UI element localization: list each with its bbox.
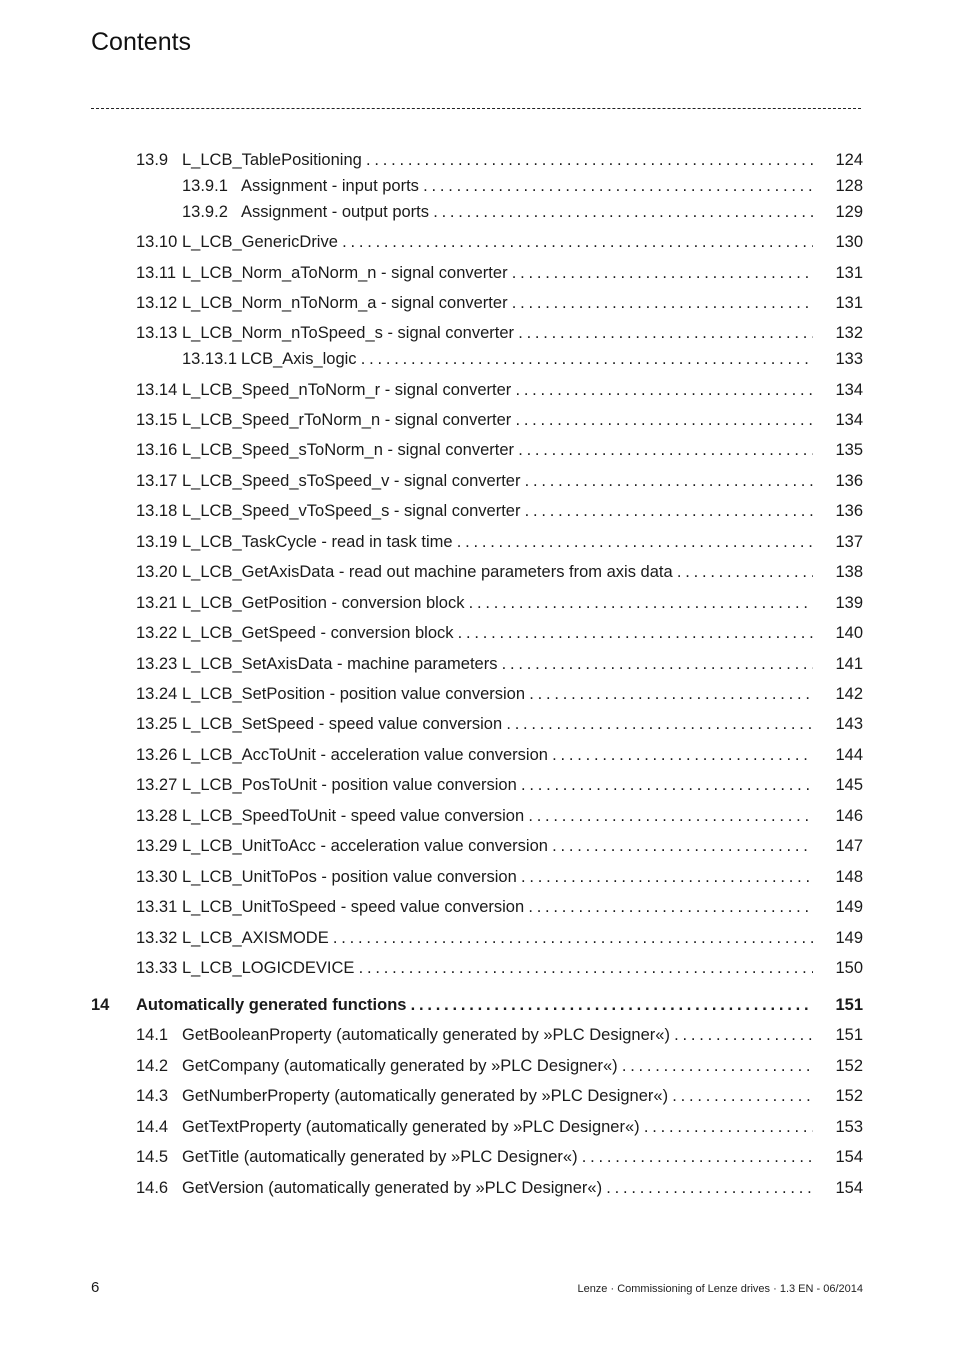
toc-entry-title[interactable]: GetNumberProperty (automatically generated by »PLC Designer«) . . . [182, 1084, 813, 1108]
header-separator [91, 108, 861, 109]
toc-entry-number: 13.22 [136, 624, 178, 642]
toc-entry-number: 13.20 [136, 563, 178, 581]
toc-entry-title[interactable]: Automatically generated functions . . . [136, 993, 813, 1017]
toc-entry[interactable] [0, 1145, 954, 1169]
footer-text: Lenze · Commissioning of Lenze drives · 1.3 EN - 06/2014 [577, 1283, 863, 1295]
toc-entry-number: 13.27 [136, 776, 178, 794]
toc-entry[interactable] [0, 174, 954, 198]
toc-entry-number: 13.25 [136, 715, 178, 733]
toc-entry-page[interactable]: 154 [835, 1148, 863, 1166]
toc-entry-title[interactable]: LCB_Axis_logic . . . [241, 347, 813, 371]
toc-entry-page[interactable]: 130 [835, 233, 863, 251]
toc-entry-page[interactable]: 132 [835, 324, 863, 342]
toc-entry-title[interactable]: Assignment - input ports . . . [241, 174, 813, 198]
toc-entry-number: 13.16 [136, 441, 178, 459]
toc-entry-title[interactable]: L_LCB_Norm_aToNorm_n - signal converter . . . [182, 261, 813, 285]
toc-entry[interactable] [0, 408, 954, 432]
toc-entry-title[interactable]: L_LCB_GetPosition - conversion block . . . [182, 591, 813, 615]
toc-entry-number: 13.21 [136, 594, 178, 612]
toc-entry-number: 13.31 [136, 898, 178, 916]
toc-entry-page[interactable]: 135 [835, 441, 863, 459]
toc-entry[interactable] [0, 1176, 954, 1200]
toc-entry-page[interactable]: 148 [835, 868, 863, 886]
toc-entry-page[interactable]: 137 [835, 533, 863, 551]
toc-entry-page[interactable]: 151 [835, 1026, 863, 1044]
toc-entry-number: 13.29 [136, 837, 178, 855]
toc-entry-title[interactable]: L_LCB_UnitToPos - position value conversion . . . [182, 865, 813, 889]
toc-entry[interactable] [0, 804, 954, 828]
toc-entry-title[interactable]: L_LCB_SetSpeed - speed value conversion . . . [182, 712, 813, 736]
toc-entry-title[interactable]: L_LCB_SetAxisData - machine parameters . . . [182, 652, 813, 676]
toc-entry[interactable] [0, 261, 954, 285]
toc-entry-title[interactable]: L_LCB_UnitToSpeed - speed value conversion . . . [182, 895, 813, 919]
toc-entry-page[interactable]: 141 [835, 655, 863, 673]
toc-entry[interactable] [0, 865, 954, 889]
toc-entry-page[interactable]: 153 [835, 1118, 863, 1136]
toc-entry-title[interactable]: L_LCB_Speed_sToSpeed_v - signal converter . . . [182, 469, 813, 493]
toc-entry-page[interactable]: 145 [835, 776, 863, 794]
toc-entry-number: 13.26 [136, 746, 178, 764]
toc-entry-page[interactable]: 129 [835, 203, 863, 221]
toc-entry-title[interactable]: L_LCB_Speed_vToSpeed_s - signal converter . . . [182, 499, 813, 523]
toc-entry-number: 13.30 [136, 868, 178, 886]
toc-entry[interactable] [0, 773, 954, 797]
toc-entry-title[interactable]: L_LCB_Speed_sToNorm_n - signal converter . . . [182, 438, 813, 462]
page-title: Contents [91, 28, 192, 56]
footer-page-number: 6 [91, 1279, 100, 1296]
toc-entry-title[interactable]: L_LCB_GetAxisData - read out machine parameters from axis data . . . [182, 560, 813, 584]
toc-entry[interactable] [0, 1115, 954, 1139]
toc-entry[interactable] [0, 291, 954, 315]
toc-entry-page[interactable]: 131 [835, 264, 863, 282]
toc-entry-page[interactable]: 152 [835, 1087, 863, 1105]
toc-entry-title[interactable]: GetTextProperty (automatically generated by »PLC Designer«) . . . [182, 1115, 813, 1139]
toc-entry-number: 14.5 [136, 1148, 169, 1166]
toc-entry-title[interactable]: L_LCB_SetPosition - position value conversion . . . [182, 682, 813, 706]
toc-entry-title[interactable]: L_LCB_Speed_nToNorm_r - signal converter . . . [182, 378, 813, 402]
toc-entry-page[interactable]: 133 [835, 350, 863, 368]
toc-entry-number: 13.13.1 [182, 350, 238, 368]
toc-entry-title[interactable]: L_LCB_GetSpeed - conversion block . . . [182, 621, 813, 645]
toc-entry-number: 14.2 [136, 1057, 169, 1075]
toc-entry-number: 13.24 [136, 685, 178, 703]
toc-entry[interactable] [0, 712, 954, 736]
toc-entry-number: 14.6 [136, 1179, 169, 1197]
toc-entry[interactable] [0, 1054, 954, 1078]
toc-entry-title[interactable]: L_LCB_PosToUnit - position value conversion . . . [182, 773, 813, 797]
toc-entry-number: 13.10 [136, 233, 178, 251]
toc-entry[interactable] [0, 438, 954, 462]
toc-entry-number: 13.17 [136, 472, 178, 490]
toc-entry[interactable] [0, 652, 954, 676]
toc-entry-title[interactable]: Assignment - output ports . . . [241, 200, 813, 224]
toc-entry-page[interactable]: 140 [835, 624, 863, 642]
toc-entry-number: 13.13 [136, 324, 178, 342]
toc-entry-page[interactable]: 152 [835, 1057, 863, 1075]
toc-entry-page[interactable]: 142 [835, 685, 863, 703]
toc-entry-number: 13.19 [136, 533, 178, 551]
toc-entry[interactable] [0, 591, 954, 615]
toc-entry-number: 13.33 [136, 959, 178, 977]
toc-entry-page[interactable]: 150 [835, 959, 863, 977]
toc-entry-title[interactable]: L_LCB_UnitToAcc - acceleration value conversion . . . [182, 834, 813, 858]
toc-entry[interactable] [0, 378, 954, 402]
toc-entry-title[interactable]: GetTitle (automatically generated by »PLC Designer«) . . . [182, 1145, 813, 1169]
toc-entry-title[interactable]: L_LCB_Norm_nToNorm_a - signal converter . . . [182, 291, 813, 315]
toc-entry[interactable] [0, 682, 954, 706]
toc-entry-number: 13.11 [136, 264, 177, 282]
toc-entry-number: 13.9.1 [182, 177, 228, 195]
toc-entry-page[interactable]: 146 [835, 807, 863, 825]
toc-entry-title[interactable]: L_LCB_TablePositioning . . . [182, 148, 813, 172]
toc-entry-page[interactable]: 138 [835, 563, 863, 581]
toc-entry-title[interactable]: GetBooleanProperty (automatically generated by »PLC Designer«) . . . [182, 1023, 813, 1047]
toc-entry-number: 13.32 [136, 929, 178, 947]
toc-entry[interactable] [0, 834, 954, 858]
toc-entry-number: 13.23 [136, 655, 178, 673]
toc-entry[interactable] [0, 743, 954, 767]
toc-entry[interactable] [0, 1023, 954, 1047]
toc-entry[interactable] [0, 1084, 954, 1108]
toc-entry[interactable] [0, 926, 954, 950]
toc-entry[interactable] [0, 200, 954, 224]
toc-entry-number: 14.1 [136, 1026, 169, 1044]
toc-entry-title[interactable]: L_LCB_Speed_rToNorm_n - signal converter . . . [182, 408, 813, 432]
toc-entry-number: 13.9.2 [182, 203, 228, 221]
toc-entry-number: 13.9 [136, 151, 169, 169]
toc-entry-page[interactable]: 136 [835, 472, 863, 490]
toc-entry-page[interactable]: 143 [835, 715, 863, 733]
toc-entry-page[interactable]: 151 [835, 996, 863, 1014]
toc-entry-page[interactable]: 128 [835, 177, 863, 195]
toc-entry-title[interactable]: GetCompany (automatically generated by »PLC Designer«) . . . [182, 1054, 813, 1078]
toc-entry-number: 14.4 [136, 1118, 169, 1136]
toc-entry-number: 13.18 [136, 502, 178, 520]
toc-entry-page[interactable]: 139 [835, 594, 863, 612]
toc-entry-page[interactable]: 124 [835, 151, 863, 169]
toc-entry[interactable] [0, 621, 954, 645]
toc-entry-page[interactable]: 149 [835, 898, 863, 916]
toc-entry-number: 14.3 [136, 1087, 169, 1105]
toc-entry-title[interactable]: L_LCB_SpeedToUnit - speed value conversion . . . [182, 804, 813, 828]
toc-entry[interactable] [0, 347, 954, 371]
toc-entry-page[interactable]: 136 [835, 502, 863, 520]
toc-entry-number: 13.12 [136, 294, 178, 312]
toc-entry-number: 13.28 [136, 807, 178, 825]
toc-entry-title[interactable]: L_LCB_GenericDrive . . . [182, 230, 813, 254]
toc-entry[interactable] [0, 321, 954, 345]
toc-entry-page[interactable]: 134 [835, 411, 863, 429]
toc-entry[interactable] [0, 230, 954, 254]
toc-entry[interactable] [0, 148, 954, 172]
toc-entry-title[interactable]: L_LCB_TaskCycle - read in task time . . . [182, 530, 813, 554]
toc-entry[interactable] [0, 469, 954, 493]
toc-entry-page[interactable]: 154 [835, 1179, 863, 1197]
toc-entry-page[interactable]: 131 [835, 294, 863, 312]
toc-entry[interactable] [0, 499, 954, 523]
toc-entry-page[interactable]: 149 [835, 929, 863, 947]
toc-entry-page[interactable]: 147 [835, 837, 863, 855]
toc-entry[interactable] [0, 895, 954, 919]
toc-entry-number: 14 [91, 996, 110, 1014]
toc-entry-number: 13.15 [136, 411, 178, 429]
toc-entry[interactable] [0, 993, 954, 1017]
toc-entry-title[interactable]: L_LCB_AXISMODE . . . [182, 926, 813, 950]
toc-entry-title[interactable]: GetVersion (automatically generated by »PLC Designer«) . . . [182, 1176, 813, 1200]
toc-entry[interactable] [0, 560, 954, 584]
toc-entry[interactable] [0, 530, 954, 554]
toc-entry-title[interactable]: L_LCB_AccToUnit - acceleration value conversion . . . [182, 743, 813, 767]
toc-entry-number: 13.14 [136, 381, 178, 399]
toc-entry[interactable] [0, 956, 954, 980]
toc-entry-title[interactable]: L_LCB_LOGICDEVICE . . . [182, 956, 813, 980]
toc-entry-page[interactable]: 144 [835, 746, 863, 764]
toc-entry-title[interactable]: L_LCB_Norm_nToSpeed_s - signal converter . . . [182, 321, 813, 345]
toc-entry-page[interactable]: 134 [835, 381, 863, 399]
